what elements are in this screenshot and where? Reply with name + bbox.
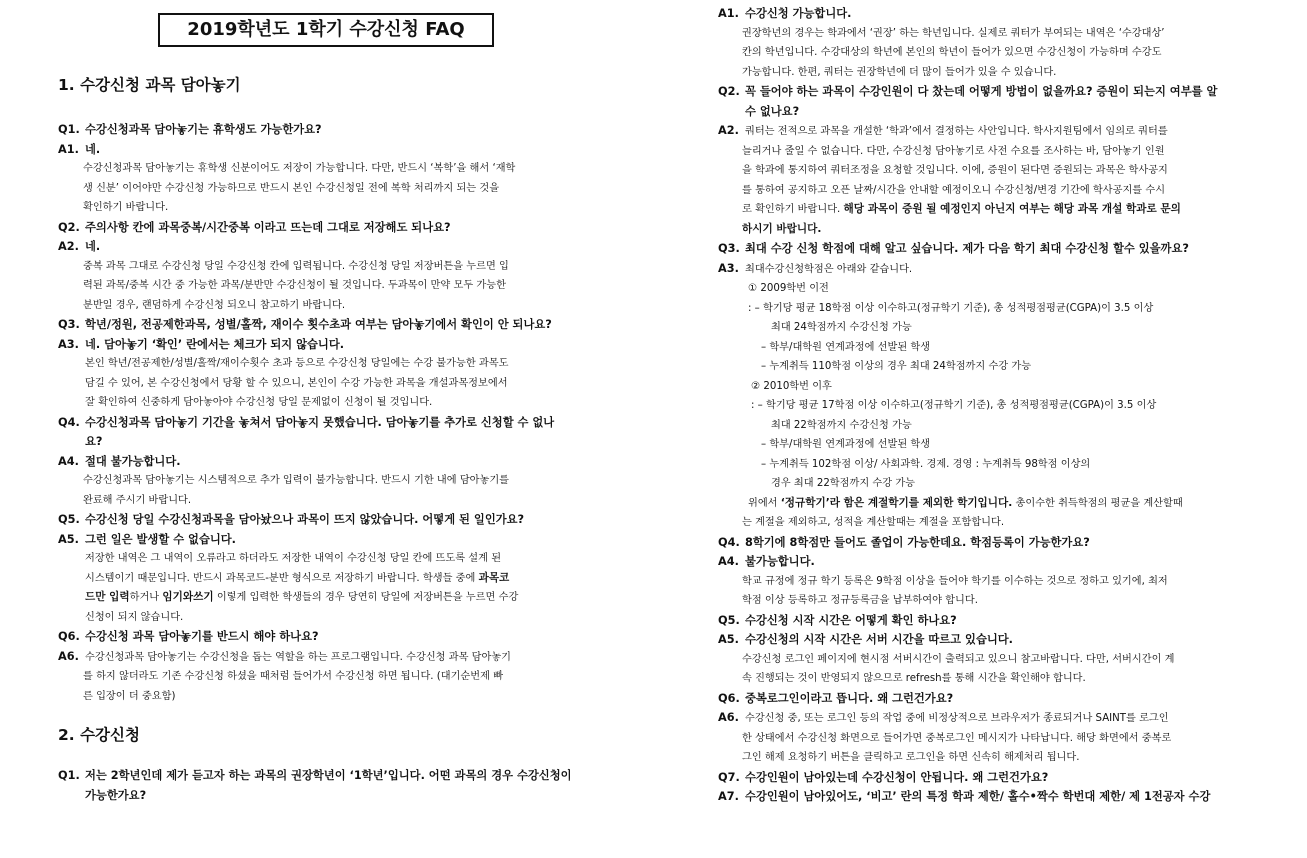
question: Q5. 수강신청 당일 수강신청과목을 담아놨으나 과목이 뜨지 않았습니다. 어떻게 된 일인가요?: [58, 513, 525, 526]
answer: A3. 최대수강신청학점은 아래와 같습니다.: [718, 261, 913, 275]
answer-text: 중복 과목 그대로 수강신청 당일 수강신청 칸에 입력됩니다. 수강신청 당일 저장버튼을 누르면 입 력된 과목/중복 시간 중 가능한 과목/분반만 수강신청이 될 것입니다. 두과목이 만약 모두 가능한 분반일 경우, 랜덤하게 수강신청 되오니 참고하기 바랍니다.: [83, 260, 509, 311]
answer: A4. 불가능합니다.: [718, 555, 815, 568]
question: Q3. 학년/정원, 전공제한과목, 성별/홀짝, 재이수 횟수초과 여부는 담아놓기에서 확인이 안 되나요?: [58, 318, 552, 331]
answer: A1. 네.: [58, 142, 101, 156]
answer-text: 수강신청 로그인 페이지에 현시점 서버시간이 출력되고 있으니 참고바랍니다. 다만, 서버시간이 계 속 진행되는 것이 반영되지 않으므로 refresh를 통해 시간을 확인해야 합니다.: [742, 653, 1175, 684]
question: Q5. 수강신청 시작 시간은 어떻게 확인 하나요?: [718, 613, 957, 627]
section-heading: 2. 수강신청: [58, 726, 140, 744]
answer-text: 본인 학년/전공제한/성별/홀짝/재이수횟수 초과 등으로 수강신청 당일에는 수강 불가능한 과목도 담길 수 있어, 본 수강신청에서 당황 할 수 있으니, 본인이 수강 가능한 과목을 개설과목정보에서 잘 확인하여 신중하게 담아놓아야 수강신청 당일 문제없이 신청이 될 것입니다.: [85, 358, 509, 408]
answer-text: 수강신청과목 담아놓기는 시스템적으로 추가 입력이 불가능합니다. 반드시 기한 내에 담아놓기를 완료해 주시기 바랍니다.: [83, 475, 510, 506]
answer-text: 학교 규정에 정규 학기 등록은 9학점 이상을 들어야 학기를 이수하는 것으로 정하고 있기에, 최저 학점 이상 등록하고 정규등록금을 납부하여야 합니다.: [742, 575, 1168, 606]
question: Q2. 꼭 들어야 하는 과목이 수강인원이 다 찼는데 어떻게 방법이 없을까요? 증원이 되는지 여부를 알 수 없나요?: [718, 85, 1218, 118]
question: Q6. 중복로그인이라고 뜹니다. 왜 그런건가요?: [718, 691, 954, 705]
page-title: 2019학년도 1학기 수강신청 FAQ: [158, 13, 494, 47]
answer-text: 한 상태에서 수강신청 화면으로 들어가면 중복로그인 메시지가 나타납니다. 해당 화면에서 중복로 그인 해제 요청하기 버튼을 클릭하고 로그인을 하면 신속히 해제처리 됩니다.: [742, 732, 1172, 763]
answer: A4. 절대 불가능합니다.: [58, 454, 181, 468]
answer: A2. 쿼터는 전적으로 과목을 개설한 ‘학과’에서 결정하는 사안입니다. 학사지원팀에서 임의로 쿼터를: [718, 124, 1168, 137]
right-column: [718, 4, 1258, 807]
question: Q4. 8학기에 8학점만 들어도 졸업이 가능한데요. 학점등록이 가능한가요?: [718, 535, 1090, 549]
question: Q1. 저는 2학년인데 제가 듣고자 하는 과목의 권장학년이 ‘1학년’입니다. 어떤 과목의 경우 수강신청이 가능한가요?: [58, 769, 572, 802]
answer-text: 수강신청과목 담아놓기는 휴학생 신분이어도 저장이 가능합니다. 다만, 반드시 ‘복학’을 해서 ‘재학 생 신분’ 이어야만 수강신청 가능하므로 반드시 본인 수강신청일 전에 복학 처리까지 되는 것을 확인하기 바랍니다.: [83, 163, 516, 213]
answer: A6. 수강신청 중, 또는 로그인 등의 작업 중에 비정상적으로 브라우저가 종료되거나 SAINT를 로그인: [718, 711, 1169, 724]
answer: A5. 수강신청의 시작 시간은 서버 시간을 따르고 있습니다.: [718, 633, 1013, 646]
question: Q6. 수강신청 과목 담아놓기를 반드시 해야 하나요?: [58, 630, 319, 643]
answer: A5. 그런 일은 발생할 수 없습니다.: [58, 532, 236, 546]
question: Q3. 최대 수강 신청 학점에 대해 알고 싶습니다. 제가 다음 학기 최대 수강신청 할수 있을까요?: [718, 242, 1189, 255]
question: Q1. 수강신청과목 담아놓기는 휴학생도 가능한가요?: [58, 123, 322, 136]
answer: A2. 네.: [58, 240, 101, 253]
answer: A3. 네. 담아놓기 ‘확인’ 란에서는 체크가 되지 않습니다.: [58, 337, 345, 351]
answer: A6. 수강신청과목 담아놓기는 수강신청을 돕는 역할을 하는 프로그램입니다. 수강신청 과목 담아놓기: [58, 649, 512, 663]
answer-text: 저장한 내역은 그 내역이 오류라고 하더라도 저장한 내역이 수강신청 당일 칸에 뜨도록 설계 된 시스템이기 때문입니다. 반드시 과목코드-분반 형식으로 저장하기 바랍니다. 학생들 중에 과목코 드만 입력하거나 임기와쓰기 이렇게 입력한 학생들의 경우 당연히 당일에 저장버튼을 누르면 수강 신청이 되지 않습니다.: [85, 553, 519, 623]
answer-text: 늘리거나 줄일 수 없습니다. 다만, 수강신청 담아놓기로 사전 수요를 조사하는 바, 담아놓기 인원 을 학과에 통지하여 쿼터조정을 요청할 것입니다. 이에, 증원이 된다면 증원되는 과목은 학사공지 를 통하여 공지하고 오픈 날짜/시간을 안내할 예정이오니 수강신청/변경 기간에 학사공지를 수시 로 확인하기 바랍니다. 해당 과목이 증원 될 예정인지 아닌지 여부는 해당 과목 개설 학과로 문의 하시기 바랍니다.: [742, 145, 1181, 235]
credit-rules: ① 2009학번 이전 : – 학기당 평균 18학점 이상 이수하고(정규학기 기준), 총 성적평점평균(CGPA)이 3.5 이상 최대 24학점까지 수강신청 가능 – 학부/대학원 연계과정에 선발된 학생 – 누계취득 110학점 이상의 경우 최대 24학점까지 수강 가능 ② 2010학번 이후 : – 학기당 평균 17학점 이상 이수하고(정규학기 기준), 총 성적평점평균(CGPA)이 3.5 이상 최대 22학점까지 수강신청 가능 – 학부/대학원 연계과정에 선발된 학생 – 누계취득 102학점 이상/ 사회과학. 경제. 경영 : 누계취득 98학점 이상의 경우 최대 22학점까지 수강 가능: [748, 283, 1157, 489]
question: Q7. 수강인원이 남아있는데 수강신청이 안됩니다. 왜 그런건가요?: [718, 770, 1049, 784]
left-column: [58, 70, 606, 805]
answer-text: 권장학년의 경우는 학과에서 ‘권장’ 하는 학년입니다. 실제로 쿼터가 부여되는 내역은 ‘수강대상’ 칸의 학년입니다. 수강대상의 학년에 본인의 학년이 들어가 있으면 수강신청이 가능하며 수강도 가능합니다. 한편, 쿼터는 권장학년에 더 많이 들어가 있을 수 있습니다.: [742, 27, 1165, 78]
section-heading: 1. 수강신청 과목 담아놓기: [58, 76, 241, 94]
answer-text: 를 하지 않더라도 기존 수강신청 하셨을 때처럼 들어가서 수강신청 하면 됩니다. (대기순번제 빠 른 입장이 더 중요함): [83, 671, 504, 702]
answer: A1. 수강신청 가능합니다.: [718, 7, 852, 20]
answer-text: 위에서 ‘정규학기’라 함은 계절학기를 제외한 학기입니다. 총이수한 취득학점의 평균을 계산할때 는 계절을 제외하고, 성적을 계산할때는 계절을 포함합니다.: [742, 496, 1183, 528]
question: Q2. 주의사항 칸에 과목중복/시간중복 이라고 뜨는데 그대로 저장해도 되나요?: [58, 220, 451, 234]
answer: A7. 수강인원이 남아있어도, ‘비고’ 란의 특정 학과 제한/ 홀수•짝수 학번대 제한/ 제 1전공자 수강: [718, 790, 1211, 803]
question: Q4. 수강신청과목 담아놓기 기간을 놓쳐서 담아놓지 못했습니다. 담아놓기를 추가로 신청할 수 없나 요?: [58, 415, 555, 448]
